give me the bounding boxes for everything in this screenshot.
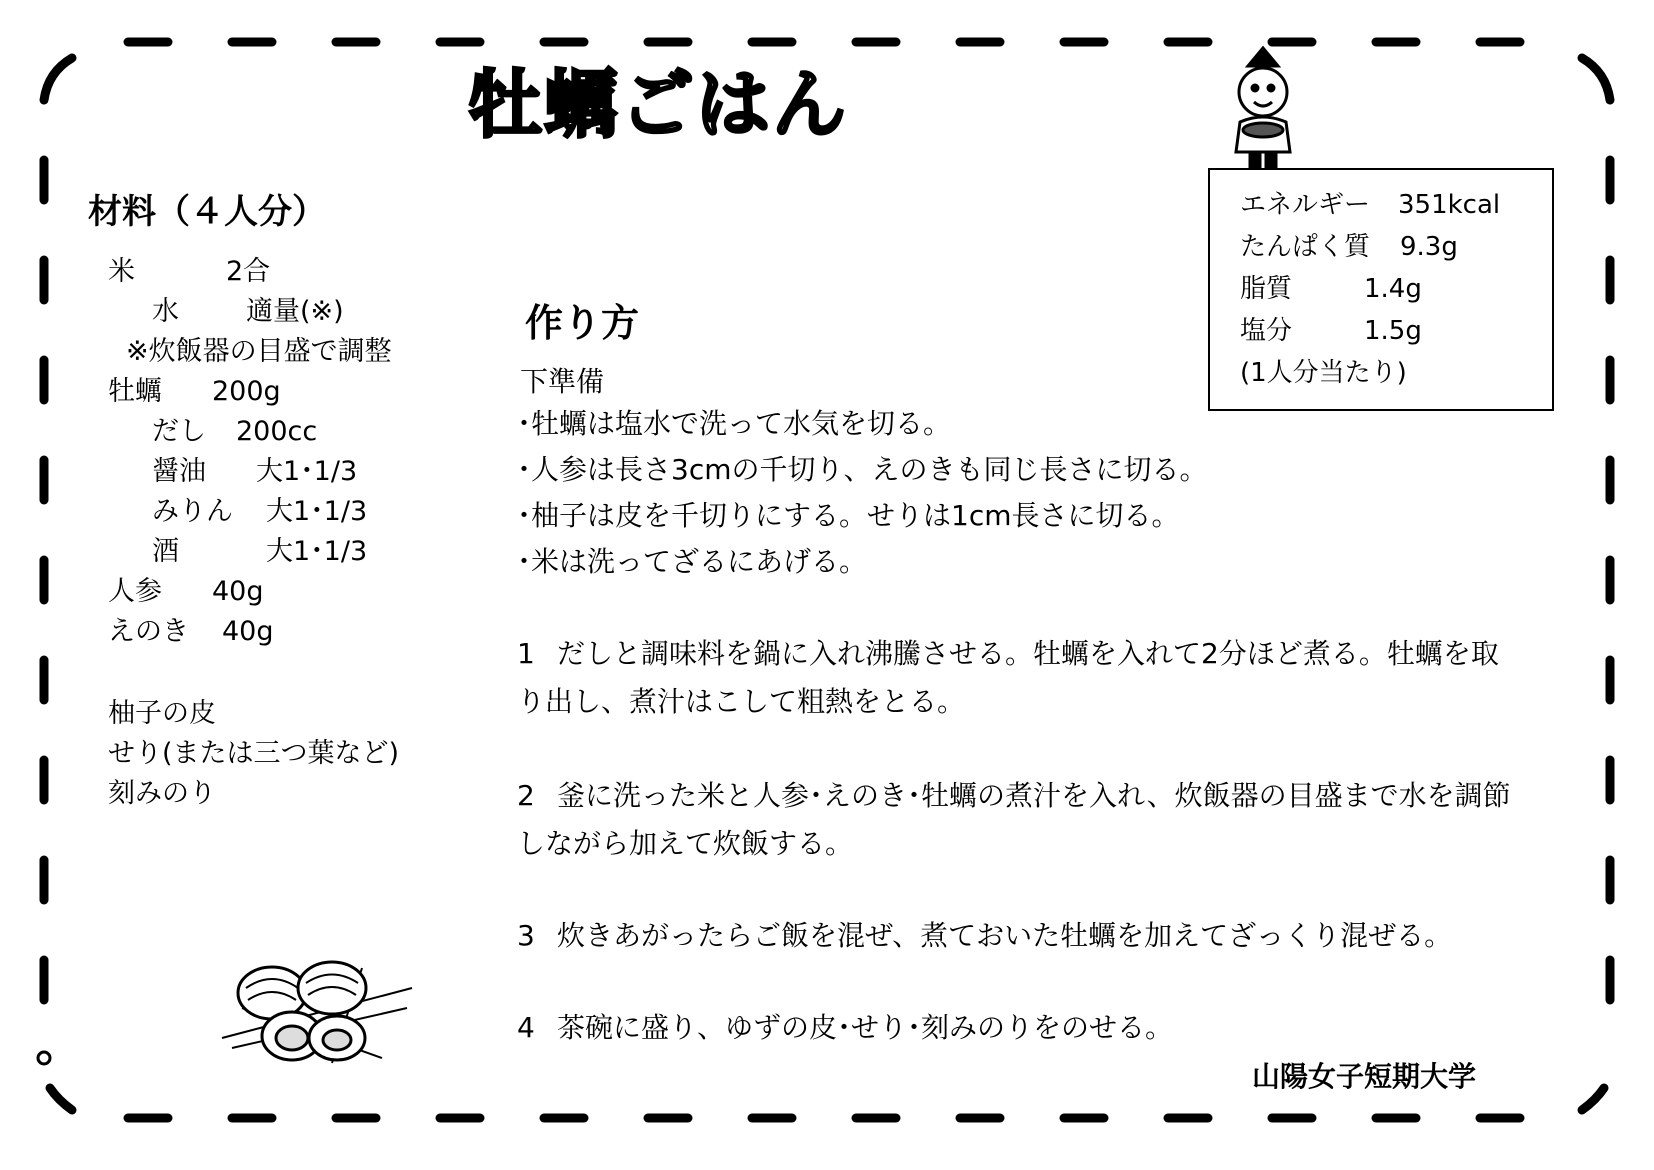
nutrition-salt bbox=[1240, 316, 1422, 346]
ingredient-carrot bbox=[108, 576, 264, 607]
ingredient-name: 醤油 bbox=[152, 456, 206, 487]
water-note: ※炊飯器の目盛で調整 bbox=[126, 336, 392, 367]
step-3 bbox=[517, 912, 1517, 960]
ingredient-name: 酒 bbox=[152, 536, 179, 567]
prep-item: ･人参は長さ3cmの千切り、えのきも同じ長さに切る。 bbox=[517, 453, 1208, 486]
prep-label: 下準備 bbox=[520, 365, 605, 398]
prep-item: ･米は洗ってざるにあげる。 bbox=[517, 545, 868, 578]
nutrition-value: 351kcal bbox=[1398, 190, 1501, 220]
ingredient-amount: 200cc bbox=[236, 416, 318, 447]
ingredient-sake bbox=[152, 536, 368, 567]
ingredient-name: 人参 bbox=[108, 576, 162, 607]
nutrition-box bbox=[1208, 168, 1554, 411]
ingredient-name: みりん bbox=[152, 496, 233, 527]
ingredient-name: 水 bbox=[152, 296, 179, 327]
chef-character-icon bbox=[1218, 44, 1308, 170]
oyster-illustration-icon bbox=[212, 948, 422, 1078]
ingredient-name: 牡蠣 bbox=[108, 376, 162, 407]
ingredient-name: だし bbox=[152, 416, 206, 447]
ingredient-amount: 適量(※) bbox=[246, 296, 344, 327]
ingredient-amount: 大1･1/3 bbox=[266, 536, 368, 567]
ingredient-nori: 刻みのり bbox=[108, 778, 216, 809]
ingredient-amount: 40g bbox=[222, 616, 274, 647]
nutrition-label: たんぱく質 bbox=[1240, 232, 1371, 262]
step-2 bbox=[517, 772, 1517, 868]
ingredient-mirin bbox=[152, 496, 368, 527]
step-number: 3 bbox=[517, 919, 535, 952]
ingredient-amount: 大1･1/3 bbox=[266, 496, 368, 527]
nutrition-label: 脂質 bbox=[1240, 274, 1293, 304]
ingredient-amount: 40g bbox=[212, 576, 264, 607]
ingredient-amount: 200g bbox=[212, 376, 281, 407]
nutrition-value: 9.3g bbox=[1400, 232, 1458, 262]
step-text: 釜に洗った米と人参･えのき･牡蠣の煮汁を入れ、炊飯器の目盛まで水を調節しながら加えて炊飯する。 bbox=[517, 779, 1511, 860]
ingredient-dashi bbox=[152, 416, 318, 447]
nutrition-per-serving: (1人分当たり) bbox=[1240, 358, 1407, 388]
prep-item: ･牡蠣は塩水で洗って水気を切る。 bbox=[517, 407, 952, 440]
footer-college-name: 山陽女子短期大学 bbox=[1252, 1060, 1477, 1093]
ingredient-rice bbox=[108, 256, 271, 287]
method-heading: 作り方 bbox=[525, 301, 640, 345]
ingredient-name: 米 bbox=[108, 256, 135, 287]
recipe-title: 牡蠣ごはん bbox=[468, 62, 848, 148]
step-number: 4 bbox=[517, 1011, 535, 1044]
step-text: 茶碗に盛り、ゆずの皮･せり･刻みのりをのせる。 bbox=[557, 1011, 1174, 1044]
ingredient-oyster bbox=[108, 376, 281, 407]
nutrition-fat bbox=[1240, 274, 1422, 304]
nutrition-label: 塩分 bbox=[1240, 316, 1293, 346]
nutrition-protein bbox=[1240, 232, 1458, 262]
ingredient-yuzu-peel: 柚子の皮 bbox=[108, 698, 216, 729]
nutrition-value: 1.4g bbox=[1364, 274, 1422, 304]
ingredient-amount: 大1･1/3 bbox=[256, 456, 358, 487]
step-number: 2 bbox=[517, 779, 535, 812]
step-text: 炊きあがったらご飯を混ぜ、煮ておいた牡蠣を加えてざっくり混ぜる。 bbox=[557, 919, 1453, 952]
ingredient-water bbox=[152, 296, 344, 327]
nutrition-label: エネルギー bbox=[1240, 190, 1371, 220]
nutrition-energy bbox=[1240, 190, 1501, 220]
prep-item: ･柚子は皮を千切りにする。せりは1cm長さに切る。 bbox=[517, 499, 1180, 532]
step-number: 1 bbox=[517, 637, 535, 670]
step-text: だしと調味料を鍋に入れ沸騰させる。牡蠣を入れて2分ほど煮る。牡蠣を取り出し、煮汁はこして粗熱をとる。 bbox=[517, 637, 1499, 718]
nutrition-value: 1.5g bbox=[1364, 316, 1422, 346]
ingredient-name: えのき bbox=[108, 616, 189, 647]
ingredients-heading: 材料（４人分） bbox=[88, 192, 326, 232]
ingredient-enoki bbox=[108, 616, 274, 647]
ingredient-amount: 2合 bbox=[226, 256, 271, 287]
step-1 bbox=[517, 630, 1517, 726]
ingredient-seri: せり(または三つ葉など) bbox=[108, 738, 400, 769]
ingredient-soy-sauce bbox=[152, 456, 358, 487]
step-4 bbox=[517, 1004, 1517, 1052]
